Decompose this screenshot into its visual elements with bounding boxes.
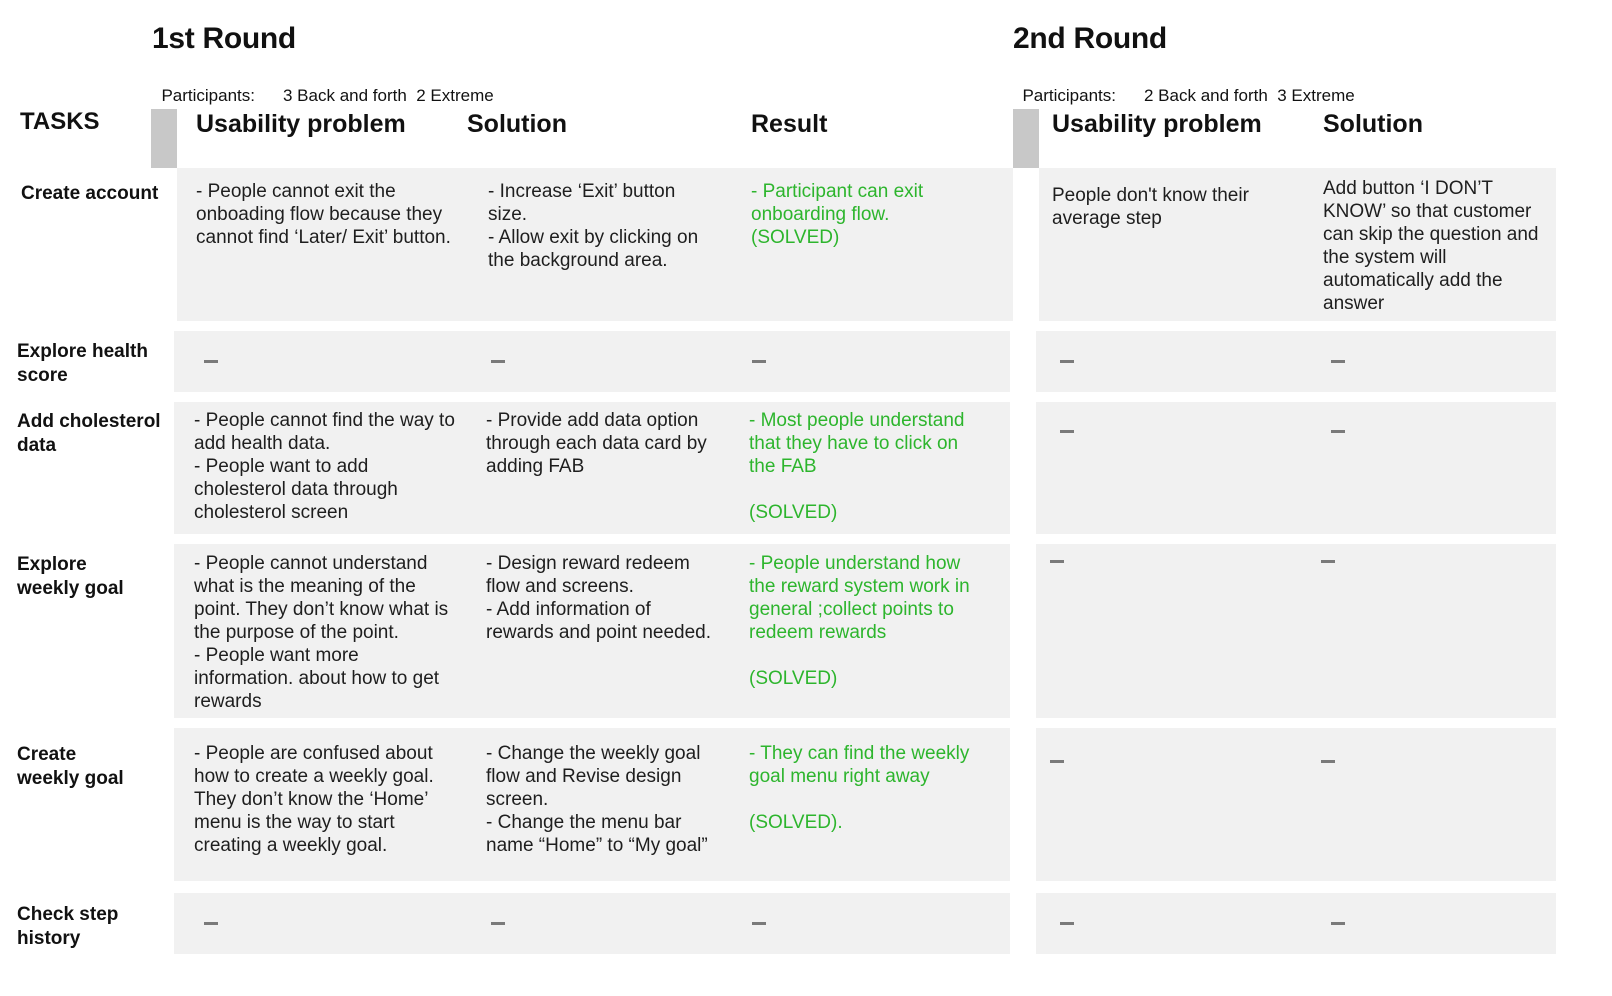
row-explore-health-score-round1-band [174,331,1010,392]
round1-participants-value: 3 Back and forth 2 Extreme [283,86,494,105]
empty-dash [752,360,766,363]
add-cholesterol-r1-problem: - People cannot find the way to add health data. - People want to add cholesterol data through cholesterol screen [194,410,455,523]
create-weekly-goal-r1-result: - They can find the weekly goal menu right away (SOLVED). [749,743,970,833]
row-explore-health-score-round2-band [1036,331,1556,392]
explore-weekly-goal-r1-result: - People understand how the reward system work in general ;collect points to redeem rewards (SOLVED) [749,553,970,689]
round1-result-header: Result [751,110,828,138]
task-label-create-weekly-goal: Create weekly goal [17,744,124,789]
create-account-r1-solution: - Increase ‘Exit’ button size. - Allow exit by clicking on the background area. [488,181,699,271]
empty-dash [752,922,766,925]
task-label-check-step-history: Check step history [17,904,119,949]
task-label-create-account: Create account [21,183,159,204]
empty-dash [204,922,218,925]
create-account-r1-problem: - People cannot exit the onboading flow because they cannot find ‘Later/ Exit’ button. [196,181,451,248]
round2-participants-label: Participants: [1022,86,1116,105]
empty-dash [1331,430,1345,433]
empty-dash [1060,360,1074,363]
create-account-r2-solution: Add button ‘I DON’T KNOW’ so that customer can skip the question and the system will automatically add the answer [1323,178,1539,314]
row-add-cholesterol-round2-band [1036,402,1556,534]
empty-dash [1060,430,1074,433]
empty-dash [204,360,218,363]
round1-problem-header: Usability problem [196,110,406,138]
round1-title: 1st Round [152,22,296,55]
empty-dash [1321,760,1335,763]
round1-participants [152,66,494,106]
create-account-r1-result: - Participant can exit onboarding flow. (SOLVED) [751,181,924,248]
empty-dash [491,922,505,925]
row-explore-weekly-goal-round2-band [1036,544,1556,718]
task-label-add-cholesterol-data: Add cholesterol data [17,411,161,456]
round2-solution-header: Solution [1323,110,1423,138]
add-cholesterol-r1-solution: - Provide add data option through each data card by adding FAB [486,410,707,477]
create-weekly-goal-r1-solution: - Change the weekly goal flow and Revise design screen. - Change the menu bar name “Home” to “My goal” [486,743,708,856]
row-create-weekly-goal-round2-band [1036,728,1556,881]
create-account-r2-problem: People don't know their average step [1052,185,1249,229]
add-cholesterol-r1-result: - Most people understand that they have to click on the FAB (SOLVED) [749,410,965,523]
round1-header-tab [151,109,177,168]
round2-header-tab [1013,109,1039,168]
create-weekly-goal-r1-problem: - People are confused about how to create a weekly goal. They don’t know the ‘Home’ menu is the way to start creating a weekly goal. [194,743,434,856]
empty-dash [1321,560,1335,563]
round2-title: 2nd Round [1013,22,1167,55]
round1-solution-header: Solution [467,110,567,138]
row-check-step-history-round2-band [1036,893,1556,954]
explore-weekly-goal-r1-problem: - People cannot understand what is the meaning of the point. They don’t know what is the purpose of the point. - People want more information. about how to get rewards [194,553,449,712]
empty-dash [1050,760,1064,763]
round2-participants [1013,66,1355,106]
task-label-explore-health-score: Explore health score [17,341,148,386]
tasks-heading: TASKS [20,108,100,135]
empty-dash [491,360,505,363]
round2-problem-header: Usability problem [1052,110,1262,138]
empty-dash [1331,360,1345,363]
task-label-explore-weekly-goal: Explore weekly goal [17,554,124,599]
empty-dash [1050,560,1064,563]
round2-participants-value: 2 Back and forth 3 Extreme [1144,86,1355,105]
empty-dash [1060,922,1074,925]
empty-dash [1331,922,1345,925]
explore-weekly-goal-r1-solution: - Design reward redeem flow and screens. - Add information of rewards and point needed. [486,553,711,643]
round1-participants-label: Participants: [161,86,255,105]
row-check-step-history-round1-band [174,893,1010,954]
